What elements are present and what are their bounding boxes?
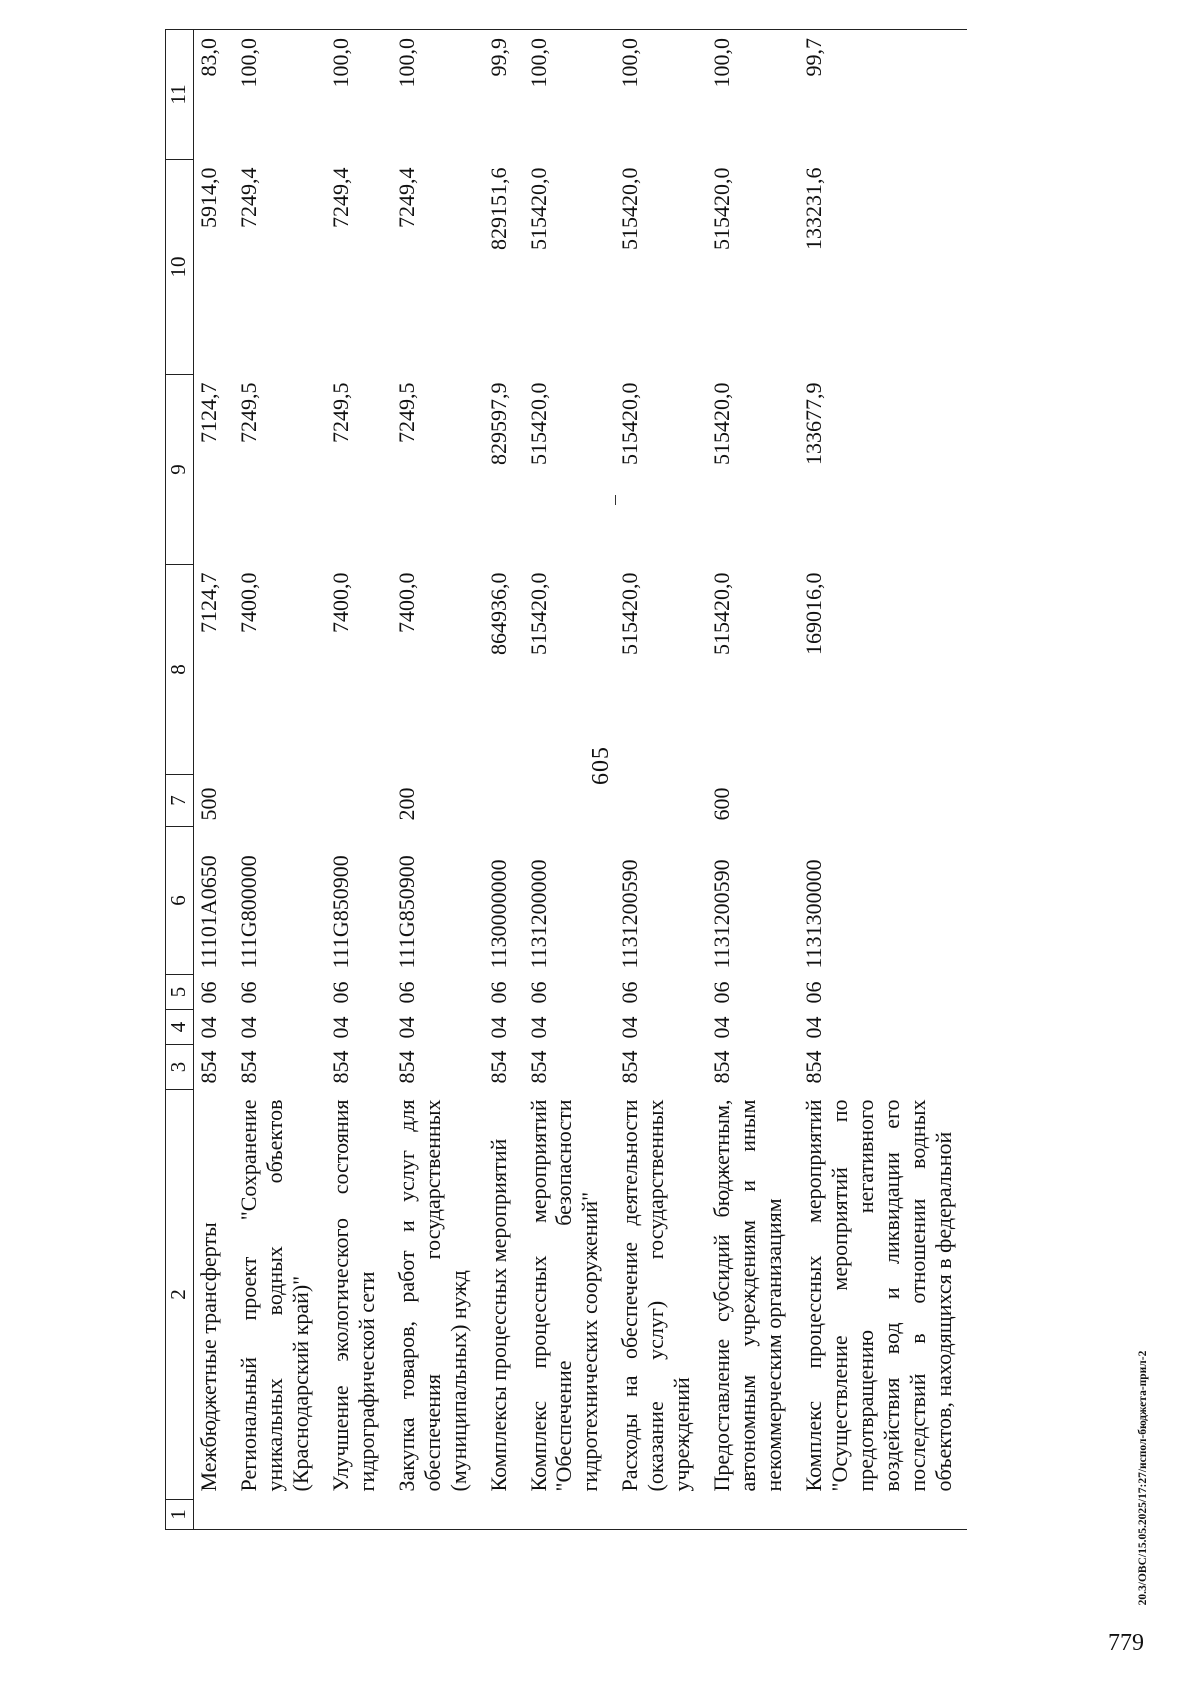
row-col-1 [324,1500,390,1530]
row-name: Улучшение экологического состояния гидрографической сети [327,1099,379,1492]
header-cell-9: 9 [166,375,194,565]
row-c6: 11101A0650 [196,855,221,969]
row-c7 [613,775,705,827]
row-col-1 [232,1500,324,1530]
row-c9: 7249,5 [393,382,419,443]
row-c9: 7249,5 [327,382,353,443]
row-c7: 200 [393,787,419,821]
row-c4: 04 [235,1016,261,1039]
row-c10: 515420,0 [525,167,551,250]
table-row [797,30,967,1530]
row-c4: 04 [327,1016,353,1039]
row-c6: 111G800000 [235,855,261,969]
row-c10: 7249,4 [393,167,419,228]
row-c3: 854 [617,1050,643,1084]
row-c11: 100,0 [232,30,324,160]
row-c7 [232,775,324,827]
row-c8: 169016,0 [801,572,827,655]
table-row [324,30,390,1530]
header-cell-10: 10 [166,160,194,375]
table-row [194,30,232,1530]
row-c3: 854 [525,1050,551,1084]
table-body [194,30,967,1530]
row-c8: 515420,0 [617,572,643,655]
table-row [705,30,797,1530]
header-cell-6: 6 [166,827,194,975]
row-c9: 515420,0 [617,382,643,465]
row-c4: 04 [525,1016,551,1039]
row-name: Расходы на обеспечение деятельности (оказание услуг) государственных учреждений [617,1099,695,1492]
row-c10: 829151,6 [485,167,511,250]
table-row [482,30,522,1530]
row-c8: 7400,0 [393,572,419,633]
row-c5: 06 [617,981,643,1004]
row-c7: 500 [196,787,221,821]
row-c6: 111G850900 [393,855,419,969]
budget-table-container [165,30,1200,1530]
row-c5: 06 [235,981,261,1004]
table-row [613,30,705,1530]
row-col-1 [797,1500,967,1530]
row-c8: 515420,0 [525,572,551,655]
row-c8: 864936,0 [485,572,511,655]
row-c7 [797,775,967,827]
row-c9: 515420,0 [525,382,551,465]
row-c10: 7249,4 [327,167,353,228]
row-c5: 06 [485,981,511,1004]
row-c6: 111G850900 [327,855,353,969]
row-c10: 515420,0 [617,167,643,250]
row-c9: 7124,7 [196,382,221,443]
row-c7 [522,775,614,827]
table-row [390,30,482,1530]
row-col-1 [390,1500,482,1530]
row-col-1 [194,1500,232,1530]
row-c6: 1131200590 [617,859,643,969]
header-cell-3: 3 [166,1045,194,1090]
row-c5: 06 [525,981,551,1004]
row-c3: 854 [196,1050,221,1084]
row-c8: 7124,7 [196,572,221,633]
header-cell-4: 4 [166,1010,194,1045]
row-c5: 06 [196,981,221,1004]
row-col-1 [613,1500,705,1530]
row-c11: 99,7 [797,30,967,160]
row-c11: 100,0 [705,30,797,160]
table-row [232,30,324,1530]
row-name: Комплекс процессных мероприятий "Обеспечение безопасности гидротехнических сооружений" [525,1099,603,1492]
row-c4: 04 [617,1016,643,1039]
row-c3: 854 [327,1050,353,1084]
row-c4: 04 [393,1016,419,1039]
document-stamp-text: 20.3/ОВС/15.05.2025/17:27/испол-бюджета-прил-2 [1137,1350,1149,1606]
row-col-1 [482,1500,522,1530]
row-c11: 100,0 [324,30,390,160]
row-c5: 06 [801,981,827,1004]
row-c11: 83,0 [194,30,232,160]
row-c8: 515420,0 [709,572,735,655]
row-c11: 100,0 [522,30,614,160]
row-c6: 1131200000 [525,859,551,969]
row-col-1 [705,1500,797,1530]
row-name: Комплекс процессных мероприятий "Осуществление мероприятий по предотвращению негативного воздействия вод и ликвидации его последствий в отношении водных объектов, находящихся в федеральной [801,1099,956,1492]
row-c6: 1131300000 [801,859,827,969]
row-c11: 99,9 [482,30,522,160]
row-name: Региональный проект "Сохранение уникальных водных объектов (Краснодарский край)" [235,1099,313,1492]
row-c4: 04 [709,1016,735,1039]
corner-page-number: 779 [1108,1630,1144,1656]
row-c10: 5914,0 [196,167,221,228]
row-col-1 [522,1500,614,1530]
header-cell-5: 5 [166,975,194,1010]
row-c3: 854 [801,1050,827,1084]
row-c7 [324,775,390,827]
page-number: 605 [588,746,614,785]
row-c10: 7249,4 [235,167,261,228]
row-c5: 06 [709,981,735,1004]
header-cell-7: 7 [166,775,194,827]
row-c10: 133231,6 [801,167,827,250]
row-c6: 1130000000 [485,859,511,969]
row-c11: 100,0 [613,30,705,160]
row-c3: 854 [393,1050,419,1084]
row-c3: 854 [709,1050,735,1084]
row-c8: 7400,0 [235,572,261,633]
row-c9: 7249,5 [235,382,261,443]
row-c7: 600 [709,787,735,821]
row-c4: 04 [196,1016,221,1039]
row-name: Закупка товаров, работ и услуг для обеспечения государственных (муниципальных) нужд [393,1099,471,1492]
header-cell-1: 1 [166,1500,194,1530]
row-name: Предоставление субсидий бюджетным, автономным учреждениям и иным некоммерческим организациям [709,1099,787,1492]
row-c11: 100,0 [390,30,482,160]
table-row [522,30,614,1530]
header-cell-11: 11 [166,30,194,160]
row-c4: 04 [801,1016,827,1039]
header-cell-2: 2 [166,1090,194,1500]
row-c5: 06 [327,981,353,1004]
header-cell-8: 8 [166,565,194,775]
row-c7 [482,775,522,827]
row-c3: 854 [235,1050,261,1084]
row-name: Комплексы процессных мероприятий [485,1138,511,1492]
row-name: Межбюджетные трансферты [196,1222,221,1492]
budget-table [165,29,967,1530]
row-c8: 7400,0 [327,572,353,633]
row-c10: 515420,0 [709,167,735,250]
row-c3: 854 [485,1050,511,1084]
row-c9: 133677,9 [801,382,827,465]
row-c9: 829597,9 [485,382,511,465]
table-header [166,30,194,1530]
row-c5: 06 [393,981,419,1004]
row-c4: 04 [485,1016,511,1039]
row-c6: 1131200590 [709,859,735,969]
row-c9: 515420,0 [709,382,735,465]
